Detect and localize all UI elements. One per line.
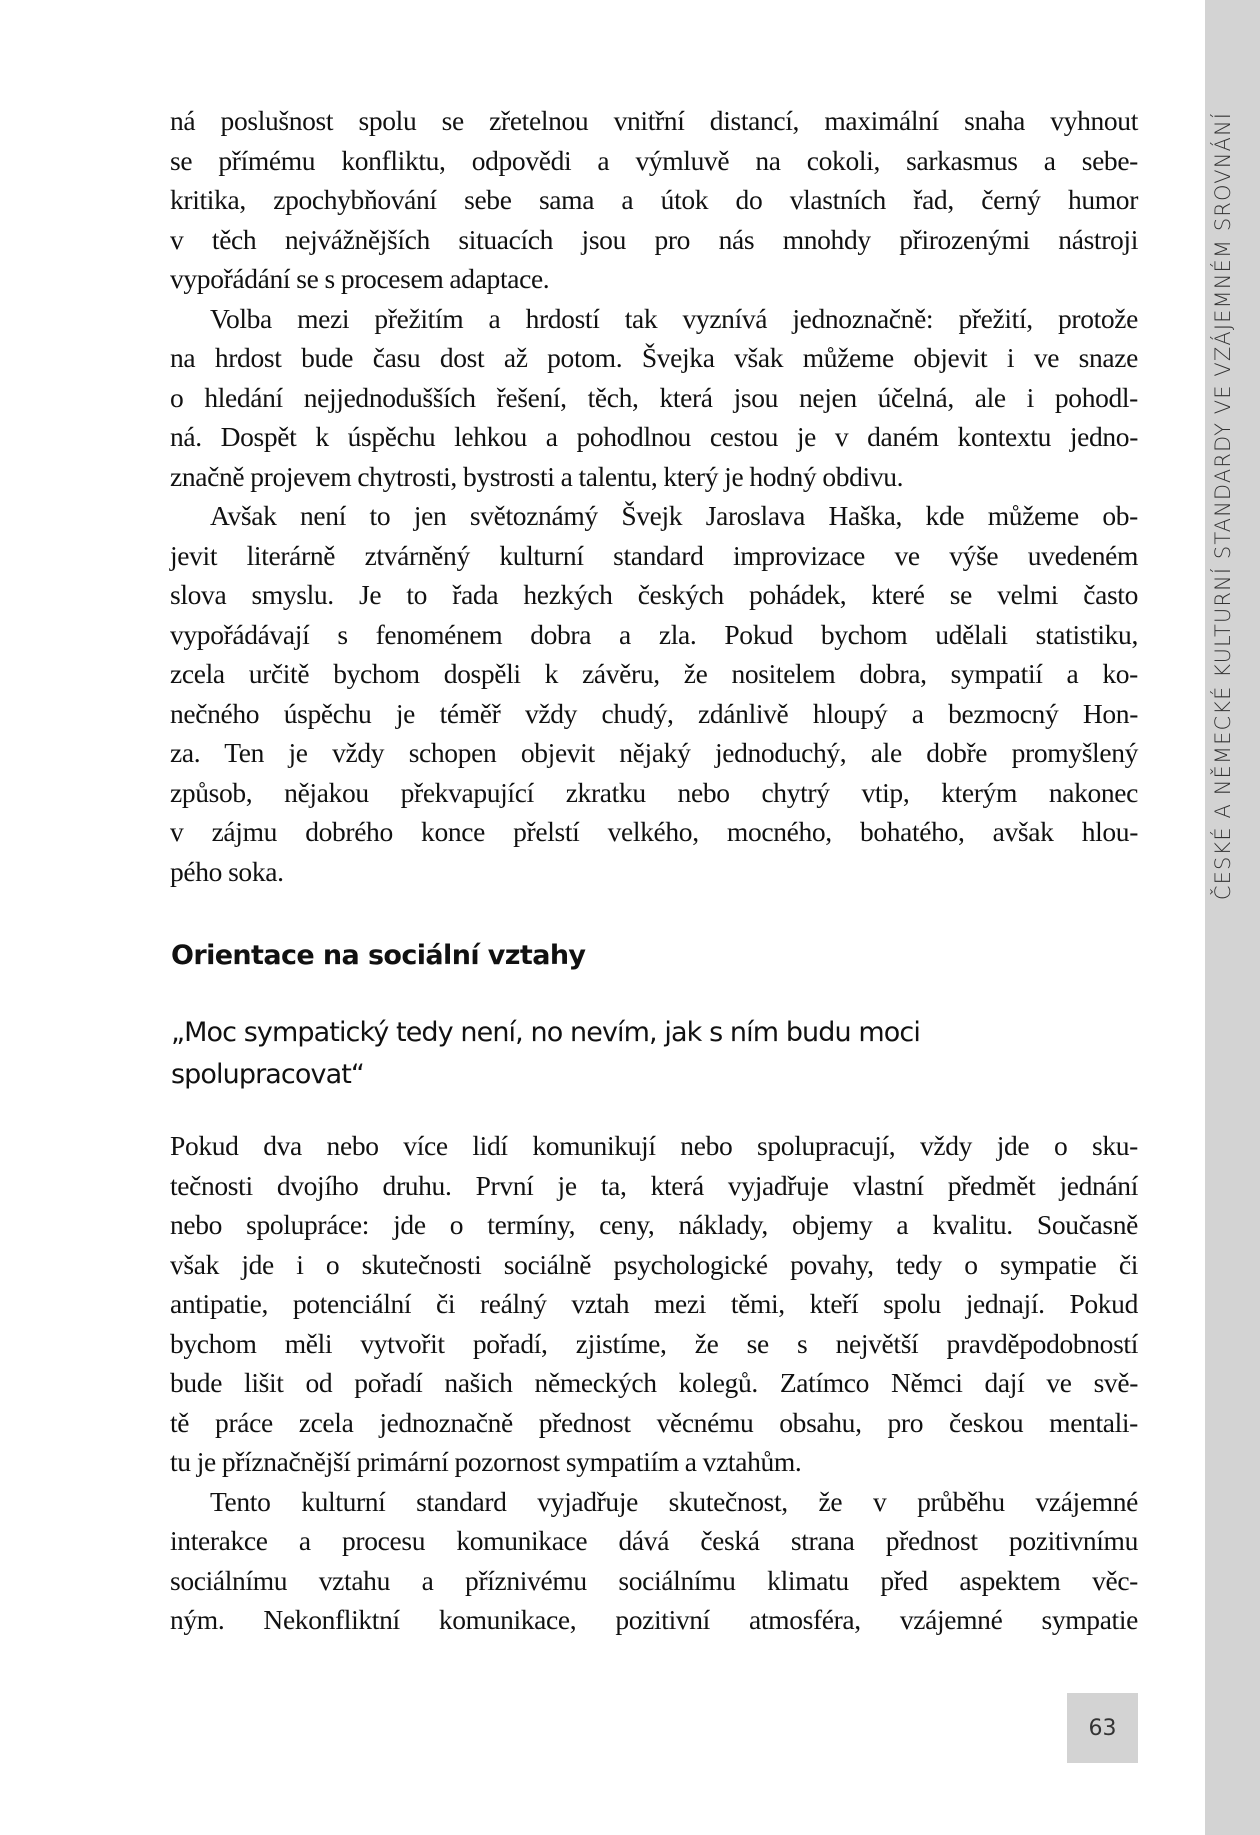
text-line: v zájmu dobrého konce přelstí velkého, mocného, bohatého, avšak hlou- — [170, 816, 1138, 847]
section-heading: Orientace na sociální vztahy — [171, 940, 586, 971]
paragraph-pokud — [170, 1126, 1138, 1482]
paragraph-tento — [170, 1482, 1138, 1640]
text-line: tečnosti dvojího druhu. První je ta, která vyjadřuje vlastní předmět jednání — [170, 1169, 1138, 1201]
text-line: však jde i o skutečnosti sociálně psychologické povahy, tedy o sympatie či — [170, 1248, 1138, 1280]
text-line: kritika, zpochybňování sebe sama a útok do vlastních řad, černý humor — [170, 184, 1138, 215]
text-line: Pokud dva nebo více lidí komunikují nebo spolupracují, vždy jde o sku- — [170, 1130, 1138, 1161]
text-line: Avšak není to jen světoznámý Švejk Jaroslava Haška, kde můžeme ob- — [210, 500, 1138, 531]
text-line: sociálnímu vztahu a příznivému sociálnímu klimatu před aspektem věc- — [170, 1564, 1138, 1596]
quote-line: spolupracovat“ — [171, 1059, 364, 1090]
text-line: v těch nejvážnějších situacích jsou pro nás mnohdy přirozenými nástroji — [170, 223, 1138, 255]
paragraph-continued — [170, 101, 1138, 299]
text-line: ným. Nekonfliktní komunikace, pozitivní atmosféra, vzájemné sympatie — [170, 1604, 1138, 1635]
text-line: způsob, nějakou překvapující zkratku nebo chytrý vtip, kterým nakonec — [170, 776, 1138, 808]
quote-line: „Moc sympatický tedy není, no nevím, jak s ním budu moci — [171, 1017, 920, 1048]
text-line: tě práce zcela jednoznačně přednost věcnému obsahu, pro českou mentali- — [170, 1406, 1138, 1438]
text-line: nečného úspěchu je téměř vždy chudý, zdánlivě hloupý a bezmocný Hon- — [170, 697, 1138, 729]
text-line: ná. Dospět k úspěchu lehkou a pohodlnou cestou je v daném kontextu jedno- — [170, 421, 1138, 452]
paragraph-avsak — [170, 496, 1138, 891]
text-line: za. Ten je vždy schopen objevit nějaký jednoduchý, ale dobře promyšlený — [170, 737, 1138, 768]
text-line: Volba mezi přežitím a hrdostí tak vyznívá jednoznačně: přežití, protože — [210, 302, 1138, 334]
text-line: interakce a procesu komunikace dává česká strana přednost pozitivnímu — [170, 1525, 1138, 1556]
text-line: Tento kulturní standard vyjadřuje skutečnost, že v průběhu vzájemné — [210, 1485, 1138, 1517]
text-line: bychom měli vytvořit pořadí, zjistíme, že se s největší pravděpodobností — [170, 1327, 1138, 1359]
section-epigraph-quote — [171, 1012, 1011, 1096]
page-number-box — [1067, 1693, 1138, 1763]
text-line: se přímému konfliktu, odpovědi a výmluvě na cokoli, sarkasmus a sebe- — [170, 144, 1138, 176]
text-line: jevit literárně ztvárněný kulturní standard improvizace ve výše uvedeném — [170, 539, 1138, 571]
text-line: slova smyslu. Je to řada hezkých českých pohádek, které se velmi často — [170, 579, 1138, 610]
text-line: bude lišit od pořadí našich německých kolegů. Zatímco Němci dají ve svě- — [170, 1367, 1138, 1398]
text-line: pého soka. — [170, 855, 284, 887]
top-text-block — [170, 101, 1138, 891]
paragraph-volba — [170, 299, 1138, 497]
page-number: 63 — [1088, 1715, 1117, 1741]
running-title: ČESKÉ A NĚMECKÉ KULTURNÍ STANDARDY VE VZÁJEMNÉM SROVNÁNÍ — [1211, 111, 1235, 901]
text-line: vypořádávají s fenoménem dobra a zla. Pokud bychom udělali statistiku, — [170, 618, 1138, 650]
section-text-block — [170, 1126, 1138, 1640]
text-line: o hledání nejjednodušších řešení, těch, která jsou nejen účelná, ale i pohodl- — [170, 381, 1138, 413]
text-line: zcela určitě bychom dospěli k závěru, že nositelem dobra, sympatií a ko- — [170, 658, 1138, 689]
text-line: nebo spolupráce: jde o termíny, ceny, náklady, objemy a kvalitu. Současně — [170, 1209, 1138, 1240]
text-line: na hrdost bude času dost až potom. Švejka však můžeme objevit i ve snaze — [170, 342, 1138, 373]
text-line: tu je příznačnější primární pozornost sympatiím a vztahům. — [170, 1446, 802, 1477]
text-line: antipatie, potenciální či reálný vztah mezi těmi, kteří spolu jednají. Pokud — [170, 1288, 1138, 1319]
text-line: vypořádání se s procesem adaptace. — [170, 263, 550, 294]
text-line: ná poslušnost spolu se zřetelnou vnitřní distancí, maximální snaha vyhnout — [170, 105, 1138, 136]
text-line: značně projevem chytrosti, bystrosti a talentu, který je hodný obdivu. — [170, 460, 904, 492]
